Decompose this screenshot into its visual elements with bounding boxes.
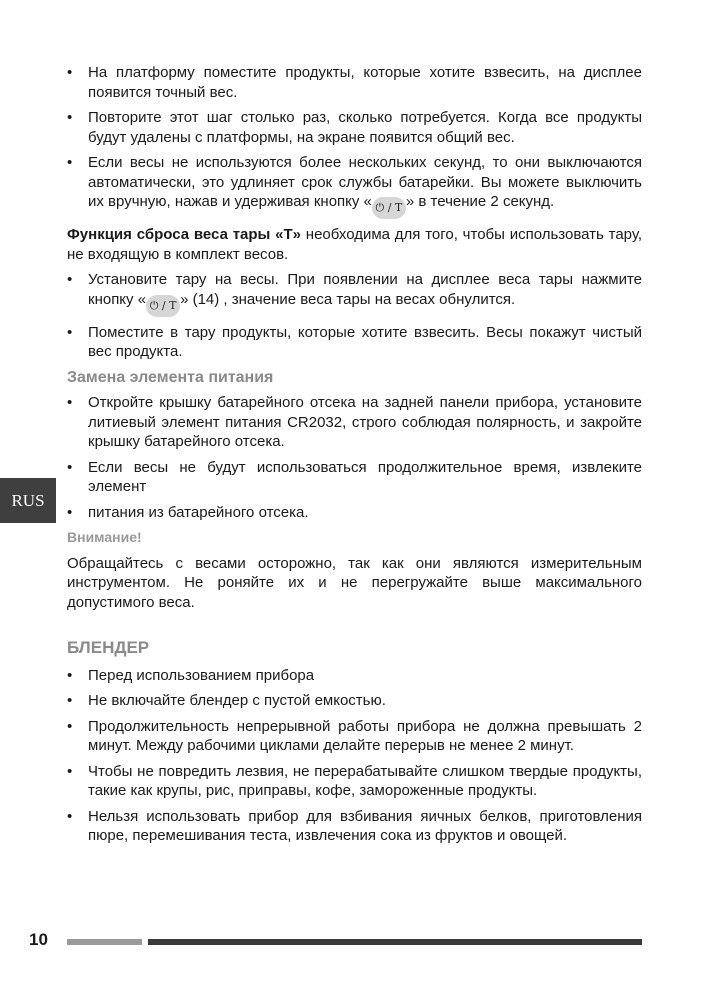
scale-usage-list <box>67 63 642 219</box>
list-item: • Нельзя использовать прибор для взбивания яичных белков, приготовления пюре, перемешивания теста, извлечения сока из фруктов и овощей. <box>67 807 642 846</box>
page-number: 10 <box>29 930 48 949</box>
page-content <box>67 63 642 852</box>
list-item: • Чтобы не повредить лезвия, не перерабатывайте слишком твердые продукты, такие как крупы, рис, приправы, кофе, замороженные продукты. <box>67 762 642 801</box>
blender-list <box>67 666 642 846</box>
tare-title: Функция сброса веса тары «Т» <box>67 226 302 243</box>
tare-list <box>67 270 642 362</box>
list-item-text: » в течение 2 секунд. <box>405 193 555 210</box>
list-item: • Откройте крышку батарейного отсека на задней панели прибора, установите литиевый элемент питания CR2032, строго соблюдая полярность, и закройте крышку батарейного отсека. <box>67 393 642 452</box>
battery-heading: Замена элемента питания <box>67 368 274 386</box>
list-item-text: » (14) , значение веса тары на весах обнулится. <box>180 290 516 308</box>
battery-list <box>67 393 642 522</box>
footer-bar-dark <box>148 939 642 945</box>
tare-intro-text: необходима для того, чтобы использовать тару, не входящую в комплект весов. <box>67 226 643 263</box>
list-item-text: Установите тару на весы. При появлении на дисплее веса тары нажмите кнопку « <box>88 271 642 308</box>
list-item: • На платформу поместите продукты, которые хотите взвесить, на дисплее появится точный вес. <box>67 63 642 102</box>
list-item: • Не включайте блендер с пустой емкостью. <box>67 691 642 711</box>
list-item: • Повторите этот шаг столько раз, сколько потребуется. Когда все продукты будут удалены с платформы, на экране появится общий вес. <box>67 108 642 147</box>
list-item: • питания из батарейного отсека. <box>67 503 642 523</box>
list-item: • Поместите в тару продукты, которые хотите взвесить. Весы покажут чистый вес продукта. <box>67 323 642 362</box>
list-item: • Продолжительность непрерывной работы прибора не должна превышать 2 минут. Между рабочими циклами делайте перерыв не менее 2 минут. <box>67 717 642 756</box>
power-tare-icon: ⏻ / T <box>146 295 180 317</box>
blender-heading: БЛЕНДЕР <box>67 638 150 657</box>
tare-intro <box>67 225 642 264</box>
list-item <box>67 270 642 317</box>
language-tab-rus: RUS <box>0 478 56 523</box>
attention-label: Внимание! <box>67 529 142 545</box>
power-tare-icon: ⏻ / T <box>372 197 406 219</box>
list-item-text: Если весы не используются более нескольких секунд, то они выключаются автоматически, это удлиняет срок службы батарейки. Вы можете выключить их вручную, нажав и удерживая кнопку « <box>88 154 642 210</box>
list-item: • Перед использованием прибора <box>67 666 642 686</box>
list-item <box>67 153 642 219</box>
attention-text: Обращайтесь с весами осторожно, так как они являются измерительным инструментом. Не роняйте их и не перегружайте выше максимального допустимого веса. <box>67 554 642 611</box>
list-item: • Если весы не будут использоваться продолжительное время, извлеките элемент <box>67 458 642 497</box>
footer-bar-light <box>67 939 142 945</box>
